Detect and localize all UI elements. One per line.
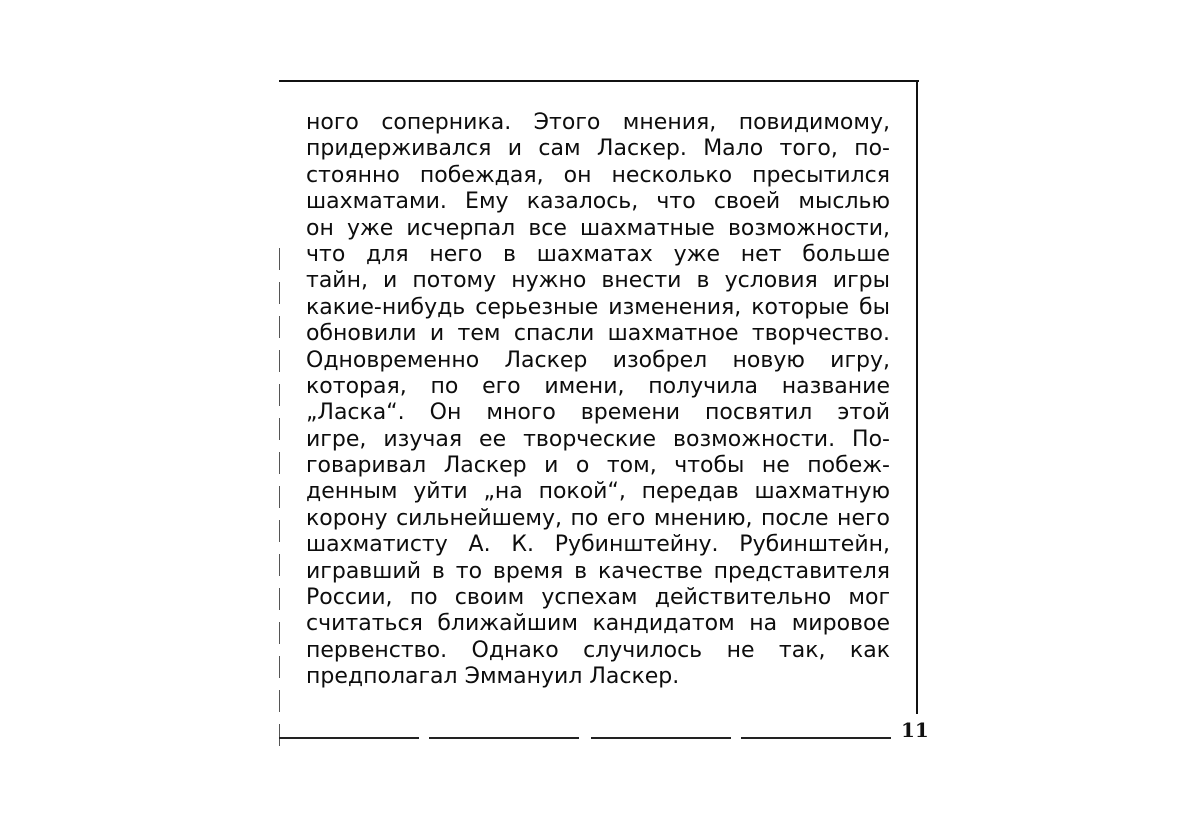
text-line: игре, изучая ее творческие возможности. По-: [306, 426, 890, 452]
text-line: ного соперника. Этого мнения, повидимому,: [306, 110, 890, 135]
text-line: обновили и тем спасли шахматное творчество.: [306, 321, 890, 347]
body-text: [306, 110, 890, 691]
text-line: денным уйти „на покой“, передав шахматную: [306, 479, 890, 505]
text-line: Одновременно Ласкер изобрел новую игру,: [306, 347, 890, 373]
text-line: корону сильнейшему, по его мнению, после него: [306, 505, 890, 531]
text-line: шахматисту А. К. Рубинштейну. Рубинштейн,: [306, 532, 890, 558]
text-line: первенство. Однако случилось не так, как: [306, 637, 890, 663]
text-line: говаривал Ласкер и о том, чтобы не побеж-: [306, 453, 890, 479]
text-line: „Ласка“. Он много времени посвятил этой: [306, 400, 890, 426]
top-border-rule: [279, 80, 919, 82]
bottom-border-rule: [279, 737, 891, 739]
text-line: он уже исчерпал все шахматные возможности,: [306, 215, 890, 241]
right-border-rule: [916, 80, 918, 714]
text-line: что для него в шахматах уже нет больше: [306, 241, 890, 267]
text-line: стоянно побеждая, он несколько пресытился: [306, 162, 890, 188]
left-border-rule: [279, 248, 280, 748]
text-line: считаться ближайшим кандидатом на мировое: [306, 611, 890, 637]
text-line: шахматами. Ему казалось, что своей мыслью: [306, 189, 890, 215]
text-line: которая, по его имени, получила название: [306, 373, 890, 399]
text-line: игравший в то время в качестве представителя: [306, 558, 890, 584]
page-number: 11: [901, 718, 929, 742]
text-line: придерживался и сам Ласкер. Мало того, по-: [306, 136, 890, 162]
text-line: предполагал Эммануил Ласкер.: [306, 664, 680, 690]
text-line: России, по своим успехам действительно мог: [306, 585, 890, 611]
text-line: тайн, и потому нужно внести в условия игры: [306, 268, 890, 294]
text-line: какие-нибудь серьезные изменения, которые бы: [306, 294, 890, 320]
